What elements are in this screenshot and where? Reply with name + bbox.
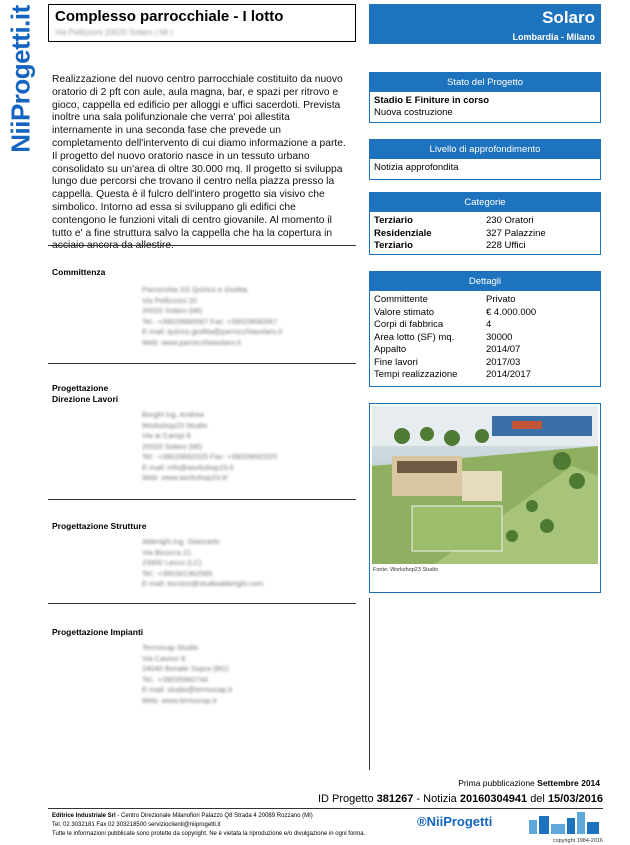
dettaglio-row: Valore stimato € 4.000.000 — [374, 306, 537, 318]
city-header — [369, 4, 601, 44]
skyline-icon — [525, 812, 603, 834]
dettaglio-row: Tempi realizzazione 2014/2017 — [374, 369, 531, 380]
strutture-label: Progettazione Strutture — [52, 521, 147, 531]
dettagli-header: Dettagli — [370, 272, 600, 291]
livello-value: Notizia approfondita — [374, 162, 459, 173]
categoria-row: Residenziale 327 Palazzine — [374, 227, 546, 239]
stato-type: Nuova costruzione — [374, 107, 453, 118]
footer-brand — [417, 812, 603, 844]
project-id-line: ID Progetto 381267 - Notizia 20160304941 del 15/03/2016 — [317, 793, 603, 805]
livello-header: Livello di approfondimento — [370, 140, 600, 159]
copyright: copyright 1984-2016 — [552, 838, 603, 844]
dettaglio-row: Corpi di fabbrica 4 — [374, 319, 492, 330]
dettaglio-row: Appalto 2014/07 — [374, 344, 521, 355]
livello-panel — [369, 139, 601, 180]
divider — [48, 245, 356, 246]
divider — [48, 603, 356, 604]
stato-panel — [369, 72, 601, 123]
committenza-label: Committenza — [52, 267, 106, 277]
impianti-contact: Termocap Studio Via Cavour 8 24040 Bonate Sopra (BG) Tel.: +39035992744 E-mail: studio@termocap.it Web: www.termocap.it — [142, 643, 233, 705]
direzione-lavori-label: Direzione Lavori — [52, 394, 119, 404]
photo-credit: Fonte: Workshop23 Studio — [373, 567, 439, 573]
dettaglio-row: Committente Privato — [374, 294, 516, 305]
project-photo-frame — [369, 403, 601, 593]
niiprogetti-logo: ®NiiProgetti — [417, 814, 493, 829]
region-name: Lombardia - Milano — [512, 32, 595, 42]
progettazione-label: Progettazione — [52, 383, 109, 393]
vertical-divider — [369, 598, 370, 770]
dettaglio-row: Area lotto (SF) mq. 30000 — [374, 331, 513, 343]
niiprogetti-vertical-logo: NiiProgetti.it — [5, 5, 36, 153]
categoria-row: Terziario 228 Uffici — [374, 240, 526, 251]
strutture-contact: Alderighi ing. Giancarlo Via Bicocca 21 23900 Lecco (LC) Tel.: +390341362589 E-mail: tecnico@studioalderighi.com — [142, 537, 264, 588]
progettazione-contact: Borghi ing. Andrea Workshop23 Studio Via ai Campi 8 20020 Solaro (MI) Tel.: +39029692025 Fax: +39029692025 E-mail: info@workshop23.it Web: www.workshop23.it/ — [142, 410, 278, 482]
project-description: Realizzazione del nuovo centro parrocchiale costituito da nuovo oratorio di 2 pft con aule, aula magna, bar, e spazi per ritrovo e gioco, cappella ed edificio per alloggi e uffici sacerdoti. Prevista inoltre una sala polifunzionale che verra' poi allestita internamente in una seconda fase che prevede un completamento dell'intervento di cui diamo informazione a parte. Il progetto del nuovo oratorio nasce in un tessuto urbano consolidato su un'area di oltre 30.000 mq. Il progetto si sviluppa lungo due percorsi che trovano il centro nella piazza presso la cappella. Questa è il fulcro dell'intero progetto sia visivo che simbolico. Intorno ad essa si sviluppano gli edifici che contengono le funzioni vitali di centro giovanile. Al momento il tutto e' a fine struttura salvo la cappella che ha la copertura in — [52, 74, 346, 239]
dettagli-panel — [369, 271, 601, 387]
publication-date: Prima pubblicazione Settembre 2014 — [458, 778, 600, 788]
divider — [48, 499, 356, 500]
dettaglio-row: Fine lavori 2017/03 — [374, 356, 521, 368]
categoria-row: Terziario 230 Oratori — [374, 215, 534, 226]
divider — [48, 363, 356, 364]
stato-header: Stato del Progetto — [370, 73, 600, 92]
footer-info: Editrice Industriale Srl - Centro Direzionale Milanofiori Palazzo Q8 Strada 4 20089 Rozzano (MI) Tel. 02 3032181 Fax 02 303218500 servizioclienti@niiprogetti.it Tutte le informazioni pubblicate sono protette da copyright. Ne è vietata la riproduzione e/o divulgazione in ogni forma. — [52, 813, 366, 837]
project-title: Complesso parrocchiale - I lotto — [55, 8, 284, 25]
impianti-label: Progettazione Impianti — [52, 627, 144, 637]
stato-phase: Stadio E Finiture in corso — [374, 95, 490, 106]
project-address: Via Pellizzoni 20020 Solaro ( MI ) — [55, 28, 174, 37]
project-title-box — [48, 4, 356, 42]
project-rendering-image — [372, 406, 598, 564]
categorie-header: Categorie — [370, 193, 600, 212]
categorie-panel — [369, 192, 601, 255]
city-name: Solaro — [542, 8, 595, 27]
committenza-contact: Parrocchia SS Quirico e Giulitta Via Pellizzoni 20 20020 Solaro (MI) Tel.: +39029690067 Fax: +39029690067 E-mail: quirico.giulitta@parrocchiasolaro.it Web: www.parrocchiasolaro.it — [142, 285, 283, 347]
footer-divider — [48, 808, 603, 809]
